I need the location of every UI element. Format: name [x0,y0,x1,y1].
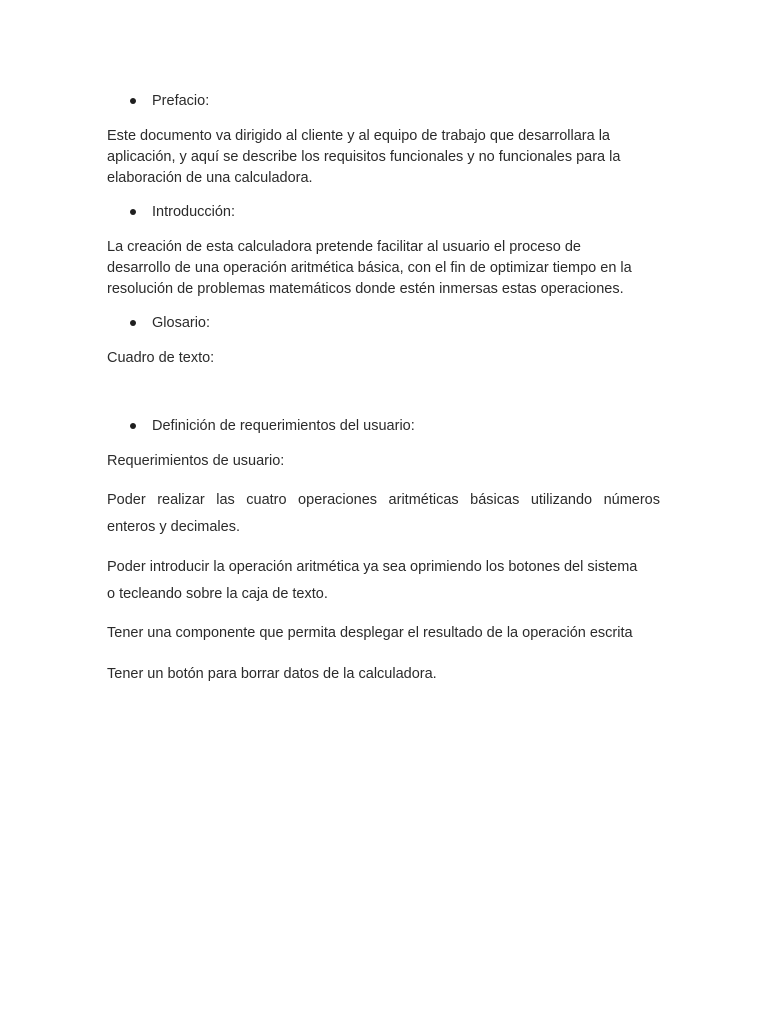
requirement-line: o tecleando sobre la caja de texto. [107,586,328,602]
paragraph-line: Este documento va dirigido al cliente y al equipo de trabajo que desarrollara la [107,128,610,144]
requirement-line: Poder introducir la operación aritmética ya sea oprimiendo los botones del sistema [107,559,638,575]
section-heading-introduccion: Introducción: [152,204,236,220]
paragraph-line: desarrollo de una operación aritmética básica, con el fin de optimizar tiempo en la [107,260,632,276]
bullet-dot-icon [130,320,136,326]
section-heading-definicion: Definición de requerimientos del usuario: [152,418,415,434]
bullet-dot-icon [130,423,136,429]
requirement-line: Tener una componente que permita desplegar el resultado de la operación escrita [107,625,633,641]
bullet-dot-icon [130,209,136,215]
bullet-dot-icon [130,98,136,104]
paragraph-line: aplicación, y aquí se describe los requisitos funcionales y no funcionales para la [107,149,621,165]
requirement-line: Poder realizar las cuatro operaciones aritméticas básicas utilizando números [107,492,660,508]
paragraph-line: elaboración de una calculadora. [107,170,313,186]
requerimientos-heading: Requerimientos de usuario: [107,453,285,469]
section-heading-prefacio: Prefacio: [152,93,210,109]
requirement-line: Tener un botón para borrar datos de la calculadora. [107,666,437,682]
glosario-term: Cuadro de texto: [107,350,215,366]
requirement-line: enteros y decimales. [107,519,240,535]
section-heading-glosario: Glosario: [152,315,211,331]
paragraph-line: resolución de problemas matemáticos donde estén inmersas estas operaciones. [107,281,624,297]
paragraph-line: La creación de esta calculadora pretende facilitar al usuario el proceso de [107,239,581,255]
